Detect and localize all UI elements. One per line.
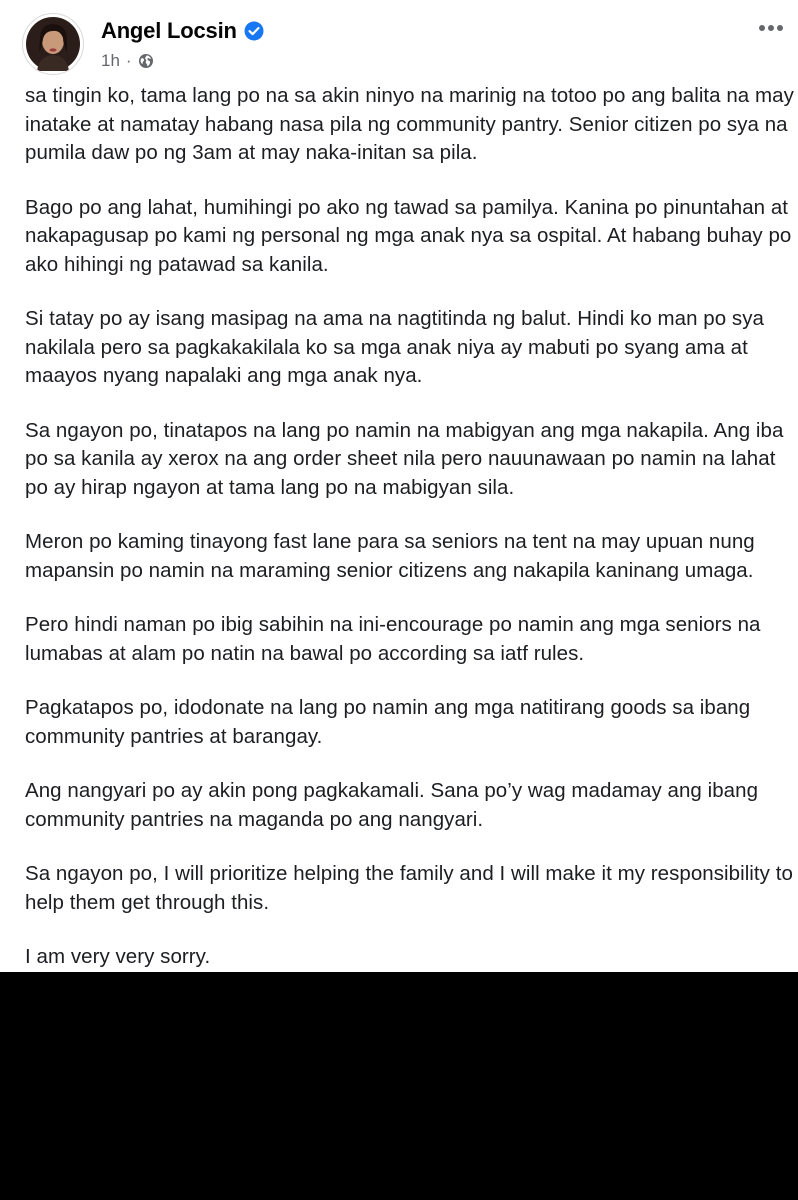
post-paragraph: Pagkatapos po, idodonate na lang po namin ang mga natitirang goods sa ibang community pantries at barangay. — [25, 696, 751, 748]
post-paragraph: Meron po kaming tinayong fast lane para sa seniors na tent na may upuan nung mapansin po namin na maraming senior citizens ang nakapila kaninang umaga. — [25, 530, 755, 582]
post-meta — [101, 48, 154, 74]
post-options-button[interactable] — [754, 14, 788, 42]
post-paragraph: I am very very sorry. — [25, 945, 211, 968]
post-body — [25, 82, 795, 972]
profile-photo-icon — [23, 14, 83, 74]
author-name[interactable]: Angel Locsin — [101, 18, 237, 43]
post-timestamp[interactable]: 1h — [101, 51, 120, 70]
verified-badge-icon — [244, 21, 264, 41]
post-paragraph: Pero hindi naman po ibig sabihin na ini-encourage po namin ang mga seniors na lumabas at alam po natin na bawal po according sa iatf rules. — [25, 613, 761, 665]
post-paragraph: Sa ngayon po, I will prioritize helping the family and I will make it my responsibility to help them get through this. — [25, 862, 793, 914]
author-row — [101, 14, 264, 48]
post-paragraph: Ang nangyari po ay akin pong pagkakamali. Sana po’y wag madamay ang ibang community pantries na maganda po ang nangyari. — [25, 779, 759, 831]
meta-separator: · — [125, 51, 132, 70]
more-options-icon — [758, 24, 784, 32]
author-avatar[interactable] — [22, 13, 84, 75]
post-paragraph: Bago po ang lahat, humihingi po ako ng tawad sa pamilya. Kanina po pinuntahan at nakapagusap po kami ng personal ng mga anak nya sa ospital. At habang buhay po ako hihingi ng patawad sa kanila. — [25, 195, 792, 276]
post-paragraph: Sa ngayon po, tinatapos na lang po namin na mabigyan ang mga nakapila. Ang iba po sa kanila ay xerox na ang order sheet nila pero nauunawaan po namin na lahat po ay hirap ngayon at tama lang po na mabigyan sila. — [25, 418, 784, 499]
globe-icon[interactable] — [138, 53, 154, 69]
post-paragraph: Si tatay po ay isang masipag na ama na nagtitinda ng balut. Hindi ko man po sya nakilala pero sa pagkakakilala ko sa mga anak niya ay mabuti po syang ama at maayos nyang napalaki ang mga anak nya. — [25, 307, 764, 387]
post-paragraph: sa tingin ko, tama lang po na sa akin ninyo na marinig na totoo po ang balita na may inatake at namatay habang nasa pila ng community pantry. Senior citizen po sya na pumila daw po ng 3am at may naka-initan sa pila. — [25, 84, 794, 164]
